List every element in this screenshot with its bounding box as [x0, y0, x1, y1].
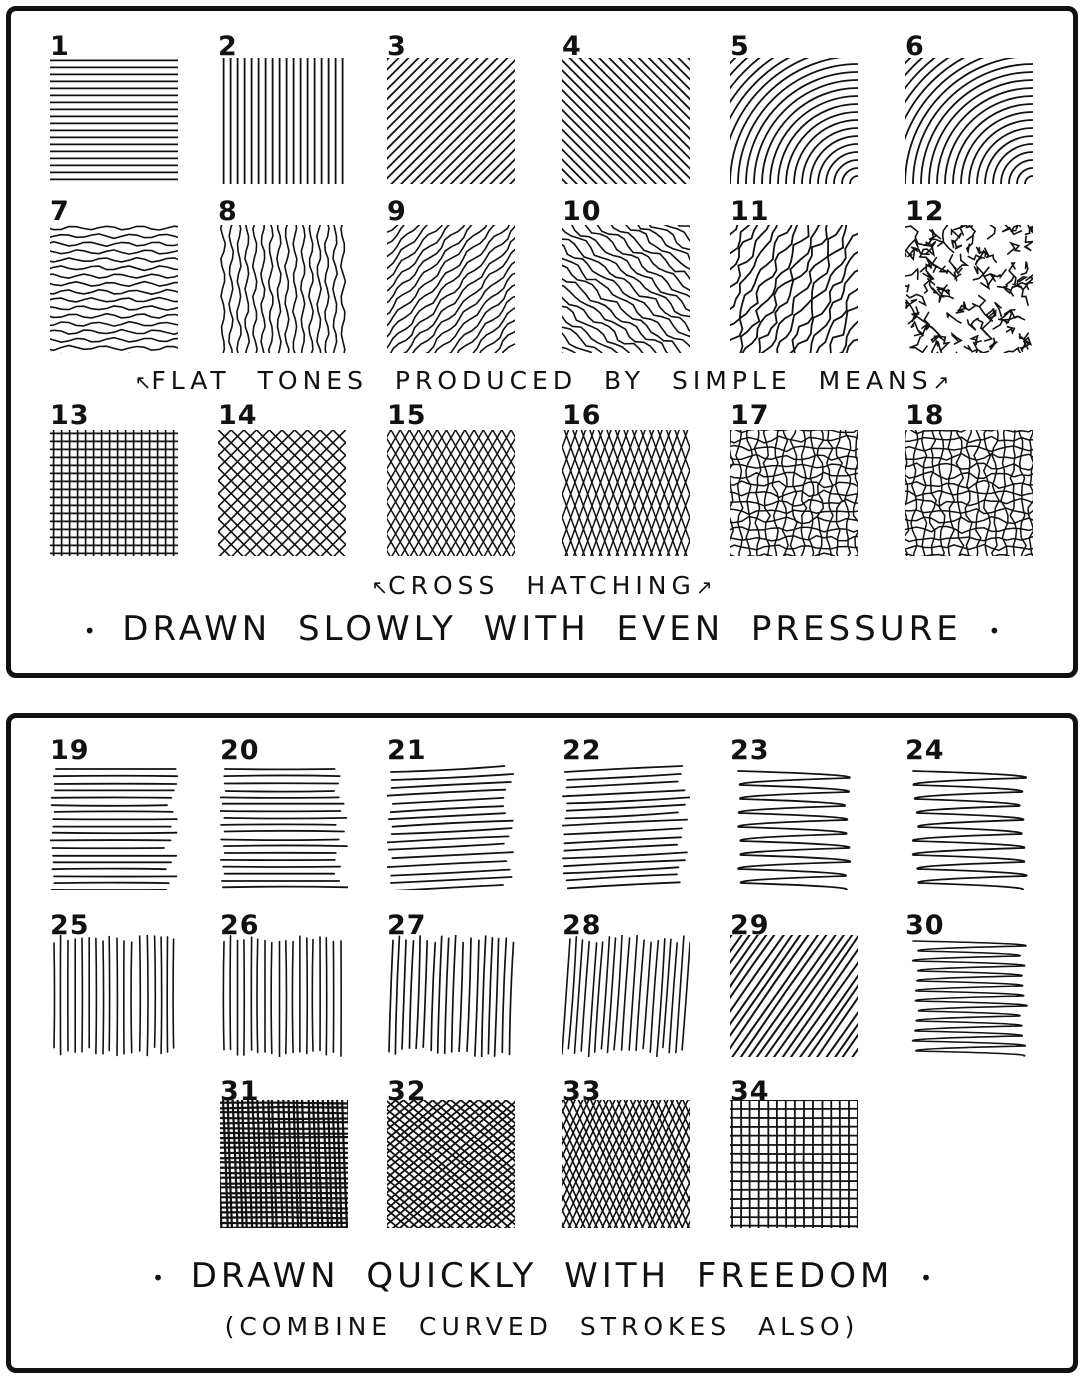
swatch-number: 13 [50, 400, 90, 431]
texture-swatch-free-vertical-jagged [387, 935, 515, 1057]
swatch-number: 23 [730, 735, 770, 766]
bullet-icon: • [152, 1265, 164, 1290]
swatch-number: 11 [730, 196, 770, 227]
swatch-number: 10 [562, 196, 602, 227]
texture-swatch-broken-diagonal [562, 225, 690, 353]
texture-swatch-squiggle-texture [905, 225, 1033, 353]
swatch-number: 30 [905, 910, 945, 941]
swatch-number: 19 [50, 735, 90, 766]
swatch-number: 1 [50, 31, 70, 62]
swatch-number: 32 [387, 1076, 427, 1107]
quick-heading: • DRAWN QUICKLY WITH FREEDOM • [152, 1256, 932, 1296]
texture-swatch-free-horizontal [220, 765, 348, 890]
swatch-number: 2 [218, 31, 238, 62]
texture-swatch-zigzag-horizontal [905, 935, 1033, 1057]
swatch-number: 29 [730, 910, 770, 941]
swatch-number: 22 [562, 735, 602, 766]
swatch-number: 21 [387, 735, 427, 766]
texture-swatch-free-horizontal [50, 765, 178, 890]
swatch-number: 24 [905, 735, 945, 766]
texture-swatch-free-vertical-curved [562, 935, 690, 1057]
slow-heading: • DRAWN SLOWLY WITH EVEN PRESSURE • [83, 609, 1001, 649]
swatch-number: 34 [730, 1076, 770, 1107]
texture-swatch-free-diagonal [730, 935, 858, 1057]
texture-swatch-free-grid-cross-hatch [730, 1100, 858, 1228]
left-arrow-icon: ↖ [134, 370, 152, 394]
texture-swatch-diamond-cross-hatch [387, 430, 515, 556]
texture-swatch-free-vertical [220, 935, 348, 1057]
bullet-icon: • [988, 618, 1001, 643]
swatch-number: 5 [730, 31, 750, 62]
swatch-number: 33 [562, 1076, 602, 1107]
texture-swatch-wavy-diagonal [387, 225, 515, 353]
texture-swatch-wavy-horizontal [50, 225, 178, 353]
swatch-number: 4 [562, 31, 582, 62]
texture-swatch-diagonal-lines-rising [387, 58, 515, 184]
texture-swatch-free-horizontal-slant [562, 765, 690, 890]
texture-swatch-looped-horizontal [730, 765, 858, 890]
swatch-number: 27 [387, 910, 427, 941]
swatch-number: 26 [220, 910, 260, 941]
texture-swatch-free-diagonal-cross-hatch [387, 1100, 515, 1228]
texture-swatch-curved-arcs [905, 58, 1033, 184]
texture-swatch-dense-free-cross-hatch [220, 1100, 348, 1228]
texture-swatch-cellular-cross-hatch [730, 430, 858, 556]
texture-swatch-tall-diamond-cross-hatch [562, 430, 690, 556]
right-arrow-icon: ↗ [932, 370, 950, 394]
texture-swatch-free-horizontal-slant [387, 765, 515, 890]
swatch-number: 18 [905, 400, 945, 431]
swatch-number: 20 [220, 735, 260, 766]
swatch-number: 6 [905, 31, 925, 62]
texture-swatch-curved-arcs [730, 58, 858, 184]
right-arrow-icon: ↗ [695, 575, 713, 599]
flat-tones-caption: ↖FLAT TONES PRODUCED BY SIMPLE MEANS↗ [134, 366, 950, 395]
bullet-icon: • [83, 618, 96, 643]
texture-swatch-horizontal-lines [50, 58, 178, 184]
swatch-number: 7 [50, 196, 70, 227]
texture-swatch-diagonal-cross-hatch [218, 430, 346, 556]
texture-swatch-free-vertical [50, 935, 178, 1057]
swatch-number: 31 [220, 1076, 260, 1107]
swatch-number: 9 [387, 196, 407, 227]
swatch-number: 3 [387, 31, 407, 62]
texture-swatch-meandering-strokes [730, 225, 858, 353]
swatch-number: 12 [905, 196, 945, 227]
swatch-number: 16 [562, 400, 602, 431]
swatch-number: 15 [387, 400, 427, 431]
texture-swatch-free-diamond-cross-hatch [562, 1100, 690, 1228]
texture-swatch-wavy-vertical [218, 225, 346, 353]
texture-swatch-looped-horizontal [905, 765, 1033, 890]
swatch-number: 17 [730, 400, 770, 431]
bullet-icon: • [920, 1265, 932, 1290]
texture-swatch-square-grid [50, 430, 178, 556]
texture-swatch-diagonal-lines-falling [562, 58, 690, 184]
texture-swatch-vertical-lines [218, 58, 346, 184]
left-arrow-icon: ↖ [371, 575, 389, 599]
swatch-number: 25 [50, 910, 90, 941]
cross-hatching-caption: ↖CROSS HATCHING↗ [371, 571, 713, 600]
texture-swatch-cellular-cross-hatch [905, 430, 1033, 556]
swatch-number: 8 [218, 196, 238, 227]
swatch-number: 28 [562, 910, 602, 941]
swatch-number: 14 [218, 400, 258, 431]
quick-subheading: (COMBINE CURVED STROKES ALSO) [224, 1312, 860, 1341]
